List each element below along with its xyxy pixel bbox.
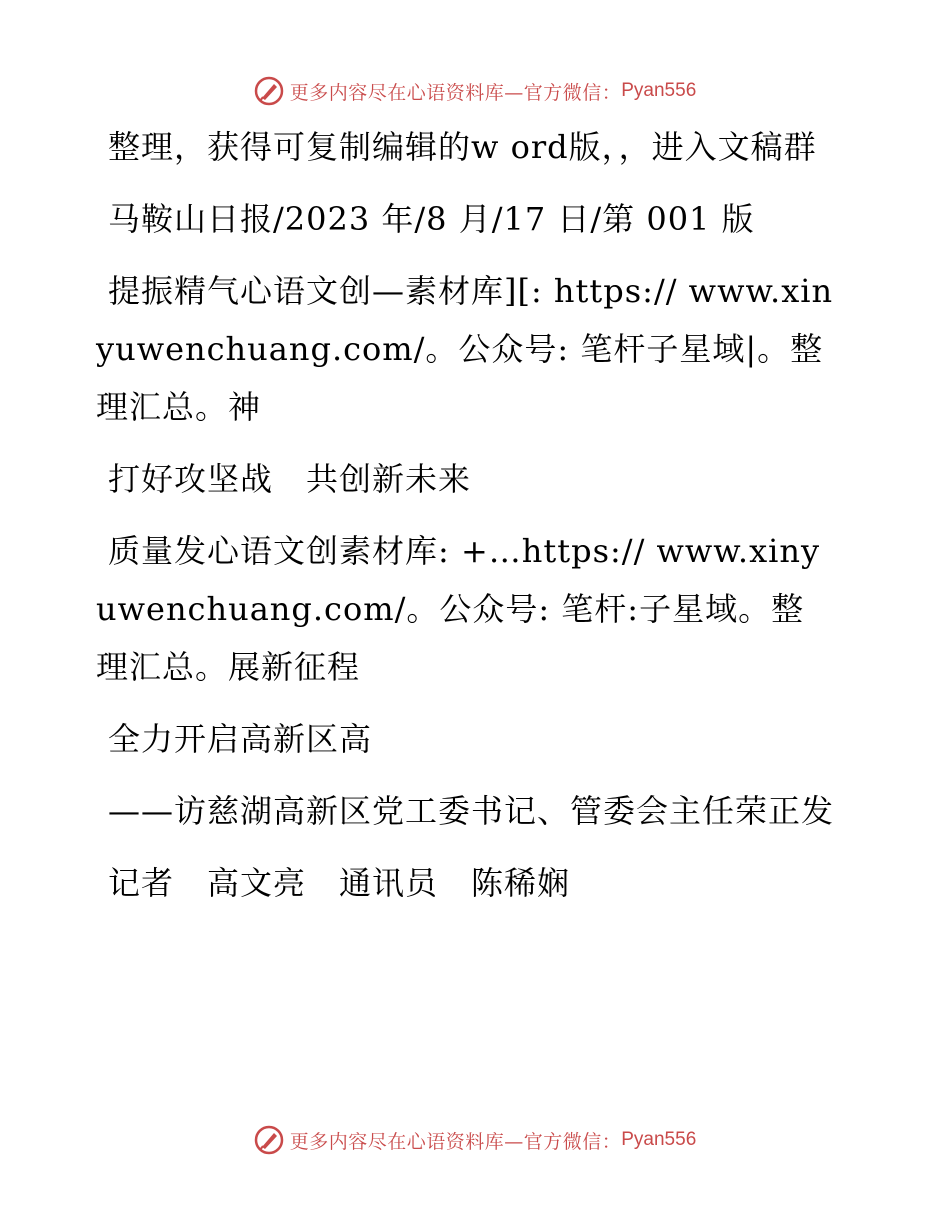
watermark-banner-bottom [0,1120,950,1160]
paragraph-material-1: 提振精气心语文创—素材库][: https:// www.xinyuwenchuang.com/。公众号: 笔杆子星域|。整理汇总。神 [96,272,834,426]
paragraph-byline: 记者 高文亮 通讯员 陈稀娴 [108,864,571,902]
quill-logo-icon [254,76,284,106]
paragraph-source: 马鞍山日报/2023 年/8 月/17 日/第 001 版 [108,200,755,238]
paragraph-intro: 整理，获得可复制编辑的w ord版，，进入文稿群 [108,128,817,166]
paragraph-material-2: 质量发心语文创素材库: +…https:// www.xinyuwenchuang.com/。公众号: 笔杆:子星域。整理汇总。展新征程 [96,532,821,686]
paragraph-title: 全力开启高新区高 [108,720,373,758]
quill-logo-icon [254,1125,284,1155]
watermark-text: 更多内容尽在心语资料库—官方微信： [289,1130,622,1153]
watermark-banner-top [0,71,950,111]
watermark-wechat-id: Pyan556 [621,1129,697,1150]
paragraph-headline: 打好攻坚战 共创新未来 [108,460,472,498]
watermark-wechat-id: Pyan556 [621,80,697,101]
document-body [96,118,836,926]
paragraph-subtitle: ——访慈湖高新区党工委书记、管委会主任荣正发 [108,792,835,830]
watermark-text: 更多内容尽在心语资料库—官方微信： [289,81,622,104]
